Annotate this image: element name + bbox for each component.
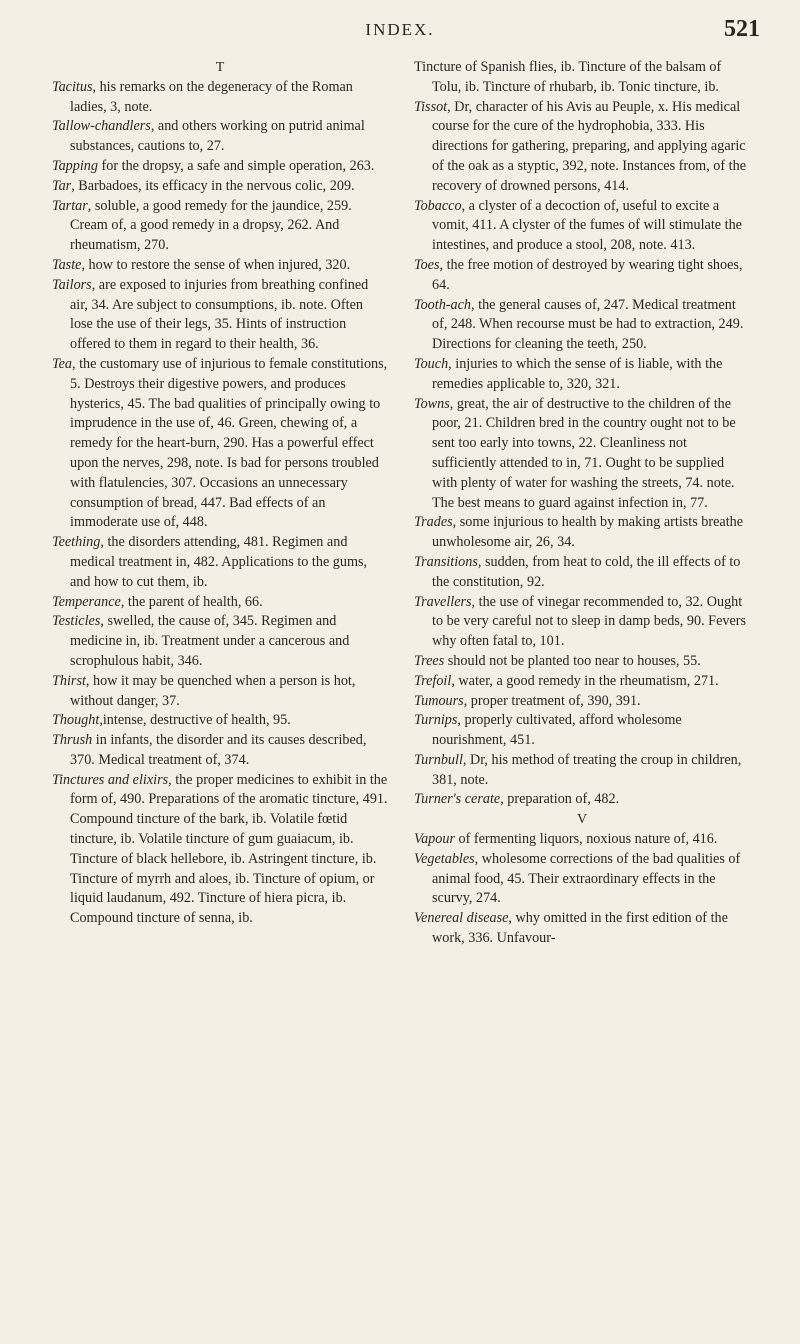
- entry-text: , how to restore the sense of when injured, 320.: [81, 256, 351, 273]
- entry-term: Trefoil: [414, 672, 452, 689]
- entry-text: , the proper medicines to exhibit in the form of, 490. Preparations of the aromatic tincture, 491. Compound tincture of the bark, ib. Volatile fœtid tincture, ib. Volatile tincture of gum guaiacum, ib. Tincture of black hellebore, ib. Astringent tincture, ib. Tincture of myrrh and aloes, ib. Tincture of opium, or liquid laudanum, 492. Tincture of hiera picra, ib. Compound tincture of senna, ib.: [70, 771, 388, 927]
- index-entry: [414, 98, 750, 197]
- entry-term: Teething: [52, 534, 101, 551]
- index-entry: [414, 692, 750, 712]
- index-entry: [414, 553, 750, 593]
- entry-text: , water, a good remedy in the rheumatism, 271.: [451, 672, 719, 689]
- entry-text: should not be planted too near to houses, 55.: [444, 652, 701, 669]
- entry-term: Testicles: [52, 613, 101, 630]
- entry-text: , and others working on putrid animal substances, cautions to, 27.: [70, 118, 365, 155]
- entry-term: Temperance: [52, 593, 121, 610]
- entry-term: Tinctures and elixirs: [52, 771, 169, 788]
- entry-term: Travellers: [414, 593, 472, 610]
- entry-term: Tobacco: [414, 197, 462, 214]
- entry-text: , Barbadoes, its efficacy in the nervous colic, 209.: [71, 177, 355, 194]
- index-entry: [414, 355, 750, 395]
- index-entry: [414, 909, 750, 949]
- page-title: INDEX.: [365, 20, 435, 39]
- entry-text: , injuries to which the sense of is liable, with the remedies applicable to, 320, 321.: [432, 355, 723, 392]
- entry-text: , swelled, the cause of, 345. Regimen and medicine in, ib. Treatment under a cancerous and scrophulous habit, 346.: [70, 613, 350, 669]
- entry-text: , Dr, character of his Avis au Peuple, x. His medical course for the cure of the hydrophobia, 333. His directions for gathering, preparing, and applying agaric of the oak as a styptic, 392, note. Instances from, of the recovery of drowned persons, 414.: [432, 98, 747, 194]
- entry-text: , the disorders attending, 481. Regimen and medical treatment in, 482. Applications to the gums, and how to cut them, ib.: [70, 534, 368, 590]
- entry-term: Vegetables: [414, 850, 475, 867]
- index-entry: [52, 533, 388, 592]
- entry-text: , some injurious to health by making artists breathe unwholesome air, 26, 34.: [432, 514, 744, 551]
- index-entry: [414, 58, 750, 98]
- index-entry: [414, 256, 750, 296]
- index-entry: [414, 296, 750, 355]
- entry-term: Thirst: [52, 672, 86, 689]
- right-column: [414, 58, 750, 949]
- entry-term: Thought: [52, 712, 100, 729]
- entry-text: , preparation of, 482.: [500, 791, 620, 808]
- entry-text: , are exposed to injuries from breathing confined air, 34. Are subject to consumptions, ib. note. Often lose the use of their legs, 35. Hints of instruction offered to them in regard to their health, 36.: [70, 276, 369, 353]
- entry-term: Tissot: [414, 98, 448, 115]
- entry-term: Venereal disease: [414, 910, 509, 927]
- entry-term: Transitions: [414, 553, 478, 570]
- entry-term: Tallow-chandlers: [52, 118, 151, 135]
- entry-text: of fermenting liquors, noxious nature of, 416.: [455, 831, 718, 848]
- index-entry: [52, 672, 388, 712]
- index-entry: [52, 157, 388, 177]
- entry-text: , why omitted in the first edition of the work, 336. Unfavour-: [432, 910, 728, 947]
- index-entry: [414, 711, 750, 751]
- entry-text: for the dropsy, a safe and simple operation, 263.: [98, 157, 375, 174]
- entry-term: Trades: [414, 514, 453, 531]
- entry-term: Tooth-ach: [414, 296, 472, 313]
- entry-term: Touch: [414, 355, 449, 372]
- entry-text: in infants, the disorder and its causes described, 370. Medical treatment of, 374.: [70, 732, 367, 768]
- entry-term: Turnbull: [414, 751, 463, 768]
- entry-term: Taste: [52, 256, 82, 273]
- index-entry: [414, 513, 750, 553]
- entry-term: Tapping: [52, 157, 98, 174]
- right-entries: [414, 58, 750, 949]
- index-entry: [414, 751, 750, 791]
- entry-text: , Dr, his method of treating the croup in children, 381, note.: [432, 751, 742, 788]
- entry-text: , the free motion of destroyed by wearing tight shoes, 64.: [432, 256, 743, 293]
- entry-text: , the parent of health, 66.: [120, 593, 263, 610]
- index-entry: [52, 355, 388, 533]
- index-entry: [52, 612, 388, 671]
- entry-term: Thrush: [52, 732, 93, 749]
- entry-text: , sudden, from heat to cold, the ill effects of to the constitution, 92.: [432, 553, 741, 590]
- index-entry: [52, 276, 388, 355]
- entry-term: Tartar: [52, 197, 88, 214]
- entry-text: ,intense, destructive of health, 95.: [99, 712, 291, 729]
- index-entry: [414, 197, 750, 256]
- index-entry: [52, 593, 388, 613]
- left-entries: [52, 78, 388, 929]
- index-entry: [52, 711, 388, 731]
- entry-term: Turnips: [414, 712, 458, 729]
- index-entry: [414, 850, 750, 909]
- entry-text: , proper treatment of, 390, 391.: [463, 692, 641, 709]
- entry-text: , wholesome corrections of the bad qualities of animal food, 45. Their extraordinary effects in the scurvy, 274.: [432, 850, 741, 907]
- index-entry: [52, 771, 388, 929]
- entry-text: , soluble, a good remedy for the jaundice, 259. Cream of, a good remedy in a dropsy, 262. And rheumatism, 270.: [70, 197, 352, 254]
- index-entry: [52, 117, 388, 157]
- entry-text: , how it may be quenched when a person is hot, without danger, 37.: [70, 672, 356, 709]
- index-entry: [52, 256, 388, 276]
- index-entry: [52, 197, 388, 256]
- entry-term: Vapour: [414, 831, 455, 848]
- entry-term: Trees: [414, 652, 445, 669]
- entry-text: , his remarks on the degeneracy of the Roman ladies, 3, note.: [70, 78, 353, 115]
- entry-term: Turner's cerate: [414, 791, 501, 808]
- page-number: 521: [724, 16, 760, 42]
- index-entry: [414, 652, 750, 672]
- index-entry: [414, 790, 750, 810]
- entry-text: , the general causes of, 247. Medical treatment of, 248. When recourse must be had to extraction, 249. Directions for cleaning the teeth, 250.: [432, 296, 744, 353]
- index-entry: [414, 830, 750, 850]
- left-column: [52, 58, 388, 929]
- entry-text: , the use of vinegar recommended to, 32. Ought to be very careful not to sleep in damp beds, 90. Fevers why often fatal to, 101.: [432, 593, 747, 650]
- entry-term: Tea: [52, 355, 72, 372]
- entry-text: , great, the air of destructive to the children of the poor, 21. Children bred in the country ought not to be sent too early into towns, 22. Cleanliness not sufficiently attended to in, 71. Ought to be supplied with plenty of water for washing the streets, 74. note. The best means to guard against infection in, 77.: [432, 395, 736, 511]
- index-entry: [414, 593, 750, 652]
- entry-text: , the customary use of injurious to female constitutions, 5. Destroys their digestive powers, and produces hysterics, 45. The bad qualities of principally owing to imprudence in the use of, 46. Green, chewing of, a remedy for the heart-burn, 290. Has a powerful effect upon the nerves, 298, note. Is bad for persons troubled with flatulencies, 307. Occasions an unnecessary consumption of bread, 447. Bad effects of an immoderate use of, 448.: [70, 355, 388, 531]
- entry-text: , properly cultivated, afford wholesome nourishment, 451.: [432, 712, 682, 749]
- index-entry: [52, 78, 388, 118]
- entry-text: Tincture of Spanish flies, ib. Tincture of the balsam of Tolu, ib. Tincture of rhubarb, ib. Tonic tincture, ib.: [414, 59, 722, 95]
- entry-term: Tumours: [414, 692, 464, 709]
- index-entry: [414, 395, 750, 514]
- index-entry: [414, 672, 750, 692]
- entry-term: Toes: [414, 256, 440, 273]
- entry-term: Towns: [414, 395, 450, 412]
- entry-term: Tacitus: [52, 78, 93, 95]
- entry-term: Tailors: [52, 276, 92, 293]
- running-head: [0, 16, 800, 44]
- entry-text: , a clyster of a decoction of, useful to excite a vomit, 411. A clyster of the fumes of will stimulate the intestines, and produce a stool, 208, note. 413.: [432, 197, 742, 254]
- index-entry: [52, 177, 388, 197]
- section-letter: V: [576, 812, 588, 828]
- section-letter: T: [215, 60, 225, 75]
- index-entry: [52, 731, 388, 771]
- entry-term: Tar: [52, 177, 72, 194]
